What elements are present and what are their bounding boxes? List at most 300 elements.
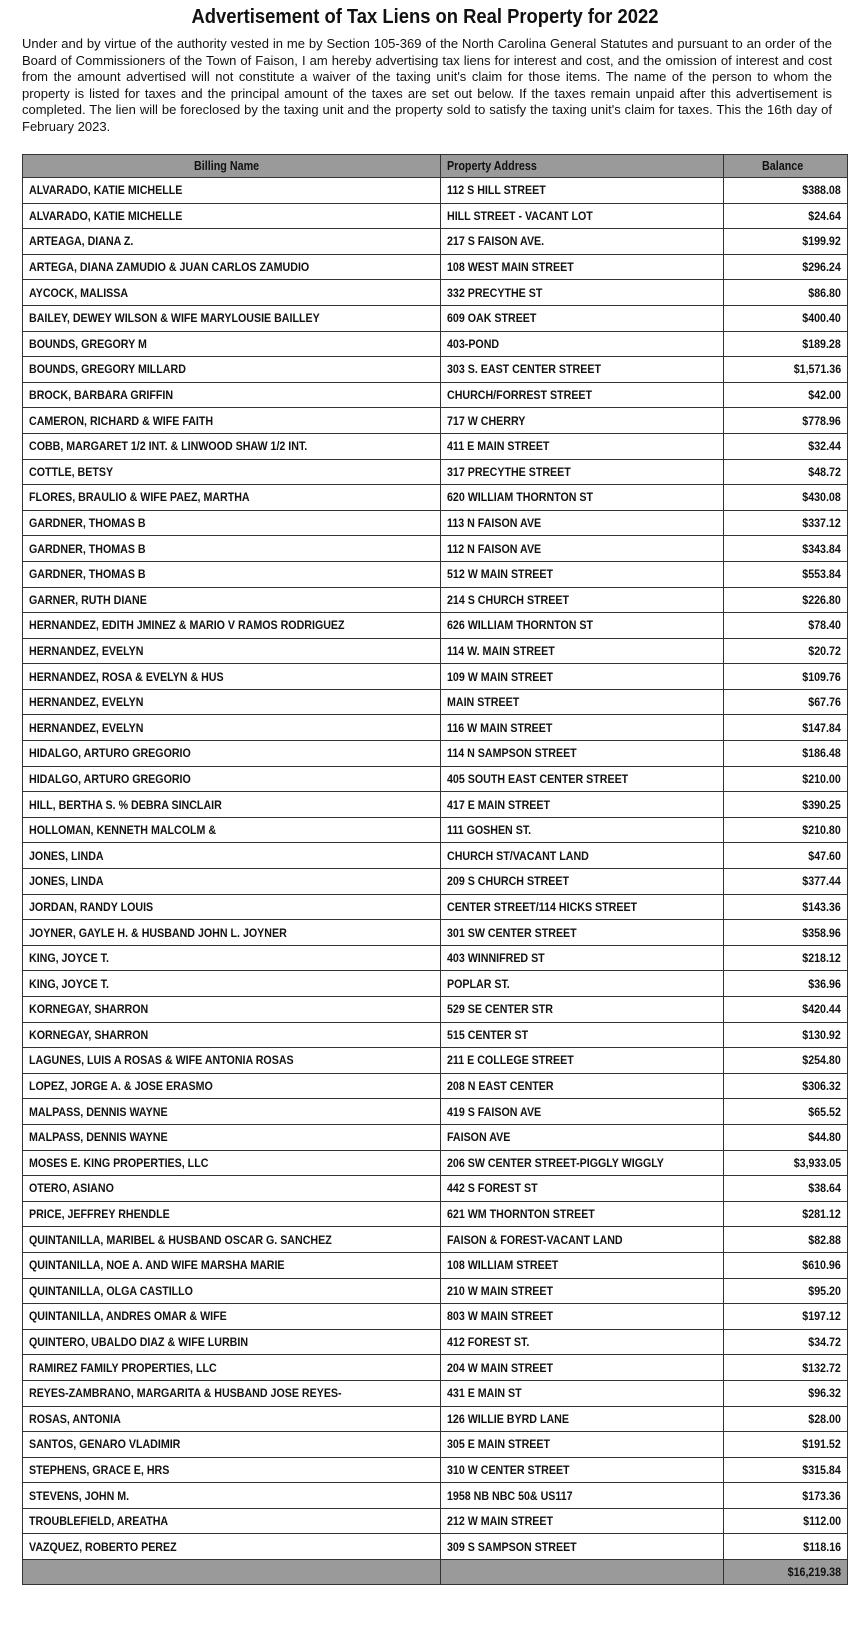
- billing-name-text: SANTOS, GENARO VLADIMIR: [29, 1437, 181, 1452]
- billing-name-text: GARDNER, THOMAS B: [29, 541, 146, 556]
- table-row: [23, 664, 848, 690]
- billing-name-cell: [23, 997, 441, 1023]
- header-balance: [724, 155, 848, 178]
- property-address-text: 111 GOSHEN ST.: [447, 823, 532, 838]
- property-address-cell: [441, 1304, 724, 1330]
- property-address-cell: [441, 638, 724, 664]
- table-row: [23, 1278, 848, 1304]
- property-address-cell: [441, 1227, 724, 1253]
- balance-text: $112.00: [803, 1514, 841, 1529]
- table-row: [23, 613, 848, 639]
- balance-text: $191.52: [802, 1437, 841, 1452]
- table-row: [23, 741, 848, 767]
- billing-name-text: HOLLOMAN, KENNETH MALCOLM &: [29, 823, 217, 838]
- balance-cell: [724, 1355, 848, 1381]
- balance-text: $189.28: [802, 336, 841, 351]
- header-property-address: [441, 155, 724, 178]
- balance-cell: [724, 843, 848, 869]
- billing-name-text: RAMIREZ FAMILY PROPERTIES, LLC: [29, 1360, 217, 1375]
- billing-name-cell: [23, 1483, 441, 1509]
- table-row: [23, 203, 848, 229]
- table-row: [23, 1483, 848, 1509]
- balance-text: $67.76: [808, 695, 841, 710]
- billing-name-cell: [23, 741, 441, 767]
- balance-text: $1,571.36: [793, 362, 841, 377]
- balance-cell: [724, 1534, 848, 1560]
- table-row: [23, 1176, 848, 1202]
- balance-cell: [724, 945, 848, 971]
- balance-text: $306.32: [802, 1079, 841, 1094]
- total-balance-value: $16,219.38: [787, 1565, 841, 1580]
- balance-cell: [724, 1380, 848, 1406]
- property-address-text: 310 W CENTER STREET: [447, 1462, 570, 1477]
- billing-name-cell: [23, 1304, 441, 1330]
- property-address-cell: [441, 561, 724, 587]
- table-row: [23, 766, 848, 792]
- property-address-text: 717 W CHERRY: [447, 413, 526, 428]
- property-address-text: 803 W MAIN STREET: [447, 1309, 553, 1324]
- billing-name-text: HERNANDEZ, EVELYN: [29, 720, 144, 735]
- property-address-cell: [441, 1329, 724, 1355]
- billing-name-text: OTERO, ASIANO: [29, 1181, 114, 1196]
- balance-text: $337.12: [802, 516, 841, 531]
- header-billing-name-label: Billing Name: [193, 159, 259, 173]
- table-row: [23, 280, 848, 306]
- table-row: [23, 408, 848, 434]
- balance-text: $281.12: [802, 1207, 841, 1222]
- balance-text: $377.44: [802, 874, 841, 889]
- property-address-text: 113 N FAISON AVE: [447, 516, 542, 531]
- balance-cell: [724, 1048, 848, 1074]
- balance-text: $96.32: [808, 1386, 841, 1401]
- balance-cell: [724, 766, 848, 792]
- property-address-cell: [441, 1355, 724, 1381]
- property-address-text: 108 WEST MAIN STREET: [447, 260, 574, 275]
- table-row: [23, 1227, 848, 1253]
- intro-paragraph: Under and by virtue of the authority vested in me by Section 105-369 of the North Carolina General Statutes and pursuant to an order of the Board of Commissioners of the Town of Faison, I am hereby advertising tax liens for interest and cost, and the omission of interest and cost from the amount advertised will not constitute a waiver of the taxing unit's claim for those items. The name of the person to whom the property is listed for taxes and the principal amount of the taxes are set out below. If the taxes remain unpaid after this advertisement is completed. The lien will be foreclosed by the taxing unit and the property sold to satisfy the taxing unit's claim for taxes. This the 16th day of February 2023.: [22, 36, 832, 134]
- balance-cell: [724, 1099, 848, 1125]
- property-address-cell: [441, 382, 724, 408]
- billing-name-text: ARTEGA, DIANA ZAMUDIO & JUAN CARLOS ZAMUDIO: [29, 260, 310, 275]
- billing-name-text: ALVARADO, KATIE MICHELLE: [29, 208, 183, 223]
- balance-cell: [724, 971, 848, 997]
- balance-cell: [724, 254, 848, 280]
- balance-cell: [724, 280, 848, 306]
- table-row: [23, 587, 848, 613]
- billing-name-text: GARDNER, THOMAS B: [29, 567, 146, 582]
- balance-cell: [724, 1227, 848, 1253]
- balance-cell: [724, 638, 848, 664]
- billing-name-cell: [23, 792, 441, 818]
- property-address-text: 211 E COLLEGE STREET: [447, 1053, 574, 1068]
- balance-text: $24.64: [808, 208, 841, 223]
- balance-cell: [724, 792, 848, 818]
- property-address-cell: [441, 894, 724, 920]
- balance-cell: [724, 357, 848, 383]
- property-address-cell: [441, 178, 724, 204]
- balance-cell: [724, 1304, 848, 1330]
- balance-text: $28.00: [808, 1411, 841, 1426]
- property-address-text: 204 W MAIN STREET: [447, 1360, 553, 1375]
- balance-text: $553.84: [802, 567, 841, 582]
- balance-text: $47.60: [808, 848, 841, 863]
- billing-name-text: COTTLE, BETSY: [29, 464, 114, 479]
- table-row: [23, 1304, 848, 1330]
- billing-name-cell: [23, 1150, 441, 1176]
- table-row: [23, 229, 848, 255]
- billing-name-text: ROSAS, ANTONIA: [29, 1411, 121, 1426]
- balance-text: $42.00: [808, 388, 841, 403]
- billing-name-cell: [23, 766, 441, 792]
- billing-name-text: BROCK, BARBARA GRIFFIN: [29, 388, 174, 403]
- balance-text: $130.92: [802, 1027, 841, 1042]
- balance-cell: [724, 997, 848, 1023]
- balance-text: $82.88: [808, 1232, 841, 1247]
- billing-name-cell: [23, 894, 441, 920]
- property-address-text: HILL STREET - VACANT LOT: [447, 208, 593, 223]
- property-address-cell: [441, 1176, 724, 1202]
- balance-text: $610.96: [802, 1258, 841, 1273]
- billing-name-cell: [23, 587, 441, 613]
- balance-cell: [724, 1508, 848, 1534]
- balance-cell: [724, 510, 848, 536]
- balance-text: $32.44: [808, 439, 841, 454]
- billing-name-text: JORDAN, RANDY LOUIS: [29, 899, 154, 914]
- balance-cell: [724, 664, 848, 690]
- property-address-text: 309 S SAMPSON STREET: [447, 1539, 577, 1554]
- table-row: [23, 1124, 848, 1150]
- property-address-cell: [441, 1099, 724, 1125]
- balance-cell: [724, 920, 848, 946]
- balance-text: $210.00: [802, 771, 841, 786]
- billing-name-text: PRICE, JEFFREY RHENDLE: [29, 1207, 170, 1222]
- billing-name-cell: [23, 1278, 441, 1304]
- table-row: [23, 971, 848, 997]
- property-address-text: 212 W MAIN STREET: [447, 1514, 553, 1529]
- billing-name-cell: [23, 382, 441, 408]
- billing-name-text: CAMERON, RICHARD & WIFE FAITH: [29, 413, 214, 428]
- billing-name-cell: [23, 254, 441, 280]
- billing-name-text: MOSES E. KING PROPERTIES, LLC: [29, 1155, 209, 1170]
- billing-name-cell: [23, 280, 441, 306]
- table-row: [23, 1406, 848, 1432]
- total-row: [23, 1560, 848, 1585]
- page-title: Advertisement of Tax Liens on Real Property for 2022: [191, 6, 659, 28]
- balance-text: $197.12: [802, 1309, 841, 1324]
- property-address-cell: [441, 1022, 724, 1048]
- property-address-cell: [441, 331, 724, 357]
- billing-name-cell: [23, 843, 441, 869]
- property-address-cell: [441, 945, 724, 971]
- property-address-text: 112 N FAISON AVE: [447, 541, 542, 556]
- table-row: [23, 945, 848, 971]
- property-address-text: 332 PRECYTHE ST: [447, 285, 543, 300]
- billing-name-cell: [23, 1048, 441, 1074]
- property-address-cell: [441, 997, 724, 1023]
- billing-name-cell: [23, 715, 441, 741]
- property-address-text: MAIN STREET: [447, 695, 520, 710]
- property-address-cell: [441, 459, 724, 485]
- billing-name-text: QUINTANILLA, OLGA CASTILLO: [29, 1283, 193, 1298]
- property-address-text: 109 W MAIN STREET: [447, 669, 553, 684]
- billing-name-text: HILL, BERTHA S. % DEBRA SINCLAIR: [29, 797, 222, 812]
- property-address-cell: [441, 613, 724, 639]
- property-address-cell: [441, 433, 724, 459]
- balance-text: $3,933.05: [793, 1155, 841, 1170]
- property-address-text: 609 OAK STREET: [447, 311, 537, 326]
- balance-cell: [724, 1278, 848, 1304]
- property-address-text: 210 W MAIN STREET: [447, 1283, 553, 1298]
- billing-name-cell: [23, 1073, 441, 1099]
- property-address-cell: [441, 766, 724, 792]
- table-row: [23, 536, 848, 562]
- billing-name-cell: [23, 664, 441, 690]
- property-address-text: 403-POND: [447, 336, 500, 351]
- property-address-text: 411 E MAIN STREET: [447, 439, 550, 454]
- property-address-text: 305 E MAIN STREET: [447, 1437, 551, 1452]
- billing-name-cell: [23, 1201, 441, 1227]
- balance-cell: [724, 459, 848, 485]
- header-billing-name: [23, 155, 441, 178]
- table-row: [23, 1201, 848, 1227]
- property-address-text: 116 W MAIN STREET: [447, 720, 553, 735]
- property-address-cell: [441, 485, 724, 511]
- property-address-cell: [441, 357, 724, 383]
- header-balance-label: Balance: [761, 159, 803, 173]
- property-address-text: 419 S FAISON AVE: [447, 1104, 542, 1119]
- property-address-text: 412 FOREST ST.: [447, 1335, 530, 1350]
- balance-cell: [724, 1457, 848, 1483]
- property-address-cell: [441, 229, 724, 255]
- balance-cell: [724, 1406, 848, 1432]
- balance-text: $388.08: [802, 183, 841, 198]
- balance-text: $210.80: [802, 823, 841, 838]
- property-address-text: CENTER STREET/114 HICKS STREET: [447, 899, 638, 914]
- balance-cell: [724, 587, 848, 613]
- balance-text: $400.40: [802, 311, 841, 326]
- billing-name-cell: [23, 1355, 441, 1381]
- property-address-text: 114 W. MAIN STREET: [447, 643, 555, 658]
- header-property-address-label: Property Address: [447, 159, 537, 173]
- total-blank-name: [23, 1560, 441, 1585]
- property-address-text: 626 WILLIAM THORNTON ST: [447, 618, 594, 633]
- table-row: [23, 1380, 848, 1406]
- property-address-cell: [441, 741, 724, 767]
- balance-cell: [724, 1176, 848, 1202]
- property-address-cell: [441, 587, 724, 613]
- property-address-text: 621 WM THORNTON STREET: [447, 1207, 595, 1222]
- balance-cell: [724, 536, 848, 562]
- table-row: [23, 1355, 848, 1381]
- balance-text: $36.96: [808, 976, 841, 991]
- balance-text: $20.72: [808, 643, 841, 658]
- property-address-cell: [441, 203, 724, 229]
- billing-name-cell: [23, 817, 441, 843]
- balance-text: $38.64: [808, 1181, 841, 1196]
- property-address-cell: [441, 1380, 724, 1406]
- balance-text: $143.36: [802, 899, 841, 914]
- balance-text: $430.08: [802, 490, 841, 505]
- billing-name-text: JONES, LINDA: [29, 874, 104, 889]
- property-address-cell: [441, 715, 724, 741]
- table-row: [23, 382, 848, 408]
- table-row: [23, 433, 848, 459]
- property-address-text: 209 S CHURCH STREET: [447, 874, 569, 889]
- billing-name-cell: [23, 178, 441, 204]
- billing-name-cell: [23, 1329, 441, 1355]
- property-address-cell: [441, 792, 724, 818]
- property-address-cell: [441, 1432, 724, 1458]
- balance-text: $343.84: [802, 541, 841, 556]
- billing-name-text: KING, JOYCE T.: [29, 951, 109, 966]
- property-address-text: 303 S. EAST CENTER STREET: [447, 362, 601, 377]
- billing-name-text: JOYNER, GAYLE H. & HUSBAND JOHN L. JOYNER: [29, 925, 287, 940]
- balance-cell: [724, 561, 848, 587]
- billing-name-cell: [23, 1124, 441, 1150]
- balance-text: $420.44: [802, 1002, 841, 1017]
- billing-name-text: LAGUNES, LUIS A ROSAS & WIFE ANTONIA ROSAS: [29, 1053, 294, 1068]
- balance-cell: [724, 203, 848, 229]
- table-row: [23, 485, 848, 511]
- billing-name-cell: [23, 408, 441, 434]
- table-row: [23, 254, 848, 280]
- billing-name-text: COBB, MARGARET 1/2 INT. & LINWOOD SHAW 1/2 INT.: [29, 439, 308, 454]
- billing-name-cell: [23, 1022, 441, 1048]
- balance-text: $65.52: [808, 1104, 841, 1119]
- billing-name-text: HIDALGO, ARTURO GREGORIO: [29, 771, 191, 786]
- property-address-text: FAISON & FOREST-VACANT LAND: [447, 1232, 623, 1247]
- billing-name-cell: [23, 638, 441, 664]
- property-address-text: 112 S HILL STREET: [447, 183, 546, 198]
- billing-name-cell: [23, 1406, 441, 1432]
- balance-text: $296.24: [802, 260, 841, 275]
- billing-name-cell: [23, 433, 441, 459]
- balance-text: $390.25: [802, 797, 841, 812]
- billing-name-cell: [23, 1432, 441, 1458]
- property-address-text: 208 N EAST CENTER: [447, 1079, 554, 1094]
- table-row: [23, 357, 848, 383]
- balance-cell: [724, 408, 848, 434]
- balance-cell: [724, 1432, 848, 1458]
- property-address-cell: [441, 1124, 724, 1150]
- property-address-text: 126 WILLIE BYRD LANE: [447, 1411, 569, 1426]
- balance-text: $315.84: [802, 1462, 841, 1477]
- balance-text: $358.96: [802, 925, 841, 940]
- property-address-cell: [441, 1201, 724, 1227]
- property-address-cell: [441, 280, 724, 306]
- billing-name-text: MALPASS, DENNIS WAYNE: [29, 1104, 168, 1119]
- balance-text: $186.48: [802, 746, 841, 761]
- balance-cell: [724, 894, 848, 920]
- table-row: [23, 1457, 848, 1483]
- billing-name-cell: [23, 305, 441, 331]
- tax-liens-table: [22, 154, 848, 1585]
- table-row: [23, 638, 848, 664]
- balance-text: $48.72: [808, 464, 841, 479]
- balance-text: $109.76: [802, 669, 841, 684]
- billing-name-cell: [23, 689, 441, 715]
- property-address-text: 214 S CHURCH STREET: [447, 592, 569, 607]
- table-row: [23, 843, 848, 869]
- property-address-cell: [441, 843, 724, 869]
- property-address-cell: [441, 1534, 724, 1560]
- balance-cell: [724, 689, 848, 715]
- property-address-text: CHURCH/FORREST STREET: [447, 388, 593, 403]
- table-row: [23, 894, 848, 920]
- balance-cell: [724, 178, 848, 204]
- balance-cell: [724, 1150, 848, 1176]
- billing-name-text: MALPASS, DENNIS WAYNE: [29, 1130, 168, 1145]
- billing-name-text: HERNANDEZ, EVELYN: [29, 643, 144, 658]
- billing-name-text: STEVENS, JOHN M.: [29, 1488, 130, 1503]
- balance-cell: [724, 1329, 848, 1355]
- table-row: [23, 997, 848, 1023]
- property-address-text: 403 WINNIFRED ST: [447, 951, 545, 966]
- property-address-cell: [441, 305, 724, 331]
- balance-text: $86.80: [808, 285, 841, 300]
- total-blank-address: [441, 1560, 724, 1585]
- billing-name-text: AYCOCK, MALISSA: [29, 285, 129, 300]
- property-address-text: 417 E MAIN STREET: [447, 797, 551, 812]
- property-address-text: POPLAR ST.: [447, 976, 510, 991]
- billing-name-text: TROUBLEFIELD, AREATHA: [29, 1514, 169, 1529]
- total-balance: [724, 1560, 848, 1585]
- balance-cell: [724, 613, 848, 639]
- property-address-cell: [441, 869, 724, 895]
- table-row: [23, 561, 848, 587]
- property-address-cell: [441, 1406, 724, 1432]
- billing-name-cell: [23, 1457, 441, 1483]
- property-address-cell: [441, 817, 724, 843]
- balance-text: $95.20: [808, 1283, 841, 1298]
- table-row: [23, 792, 848, 818]
- balance-text: $44.80: [808, 1130, 841, 1145]
- balance-text: $778.96: [802, 413, 841, 428]
- property-address-text: CHURCH ST/VACANT LAND: [447, 848, 589, 863]
- table-row: [23, 1432, 848, 1458]
- balance-cell: [724, 433, 848, 459]
- balance-cell: [724, 382, 848, 408]
- billing-name-cell: [23, 536, 441, 562]
- billing-name-text: KING, JOYCE T.: [29, 976, 109, 991]
- billing-name-cell: [23, 971, 441, 997]
- table-row: [23, 178, 848, 204]
- balance-text: $199.92: [802, 234, 841, 249]
- balance-cell: [724, 305, 848, 331]
- billing-name-cell: [23, 229, 441, 255]
- table-row: [23, 1534, 848, 1560]
- property-address-text: 1958 NB NBC 50& US117: [447, 1488, 573, 1503]
- billing-name-text: REYES-ZAMBRANO, MARGARITA & HUSBAND JOSE REYES-: [29, 1386, 342, 1401]
- table-row: [23, 869, 848, 895]
- billing-name-cell: [23, 1534, 441, 1560]
- billing-name-cell: [23, 357, 441, 383]
- table-row: [23, 510, 848, 536]
- balance-cell: [724, 485, 848, 511]
- billing-name-text: LOPEZ, JORGE A. & JOSE ERASMO: [29, 1079, 213, 1094]
- billing-name-text: HERNANDEZ, EVELYN: [29, 695, 144, 710]
- billing-name-text: BOUNDS, GREGORY M: [29, 336, 147, 351]
- billing-name-text: STEPHENS, GRACE E, HRS: [29, 1462, 170, 1477]
- billing-name-text: FLORES, BRAULIO & WIFE PAEZ, MARTHA: [29, 490, 250, 505]
- billing-name-text: GARDNER, THOMAS B: [29, 516, 146, 531]
- billing-name-cell: [23, 613, 441, 639]
- billing-name-cell: [23, 459, 441, 485]
- property-address-cell: [441, 536, 724, 562]
- property-address-text: 405 SOUTH EAST CENTER STREET: [447, 771, 629, 786]
- billing-name-text: BAILEY, DEWEY WILSON & WIFE MARYLOUSIE BAILLEY: [29, 311, 320, 326]
- balance-cell: [724, 817, 848, 843]
